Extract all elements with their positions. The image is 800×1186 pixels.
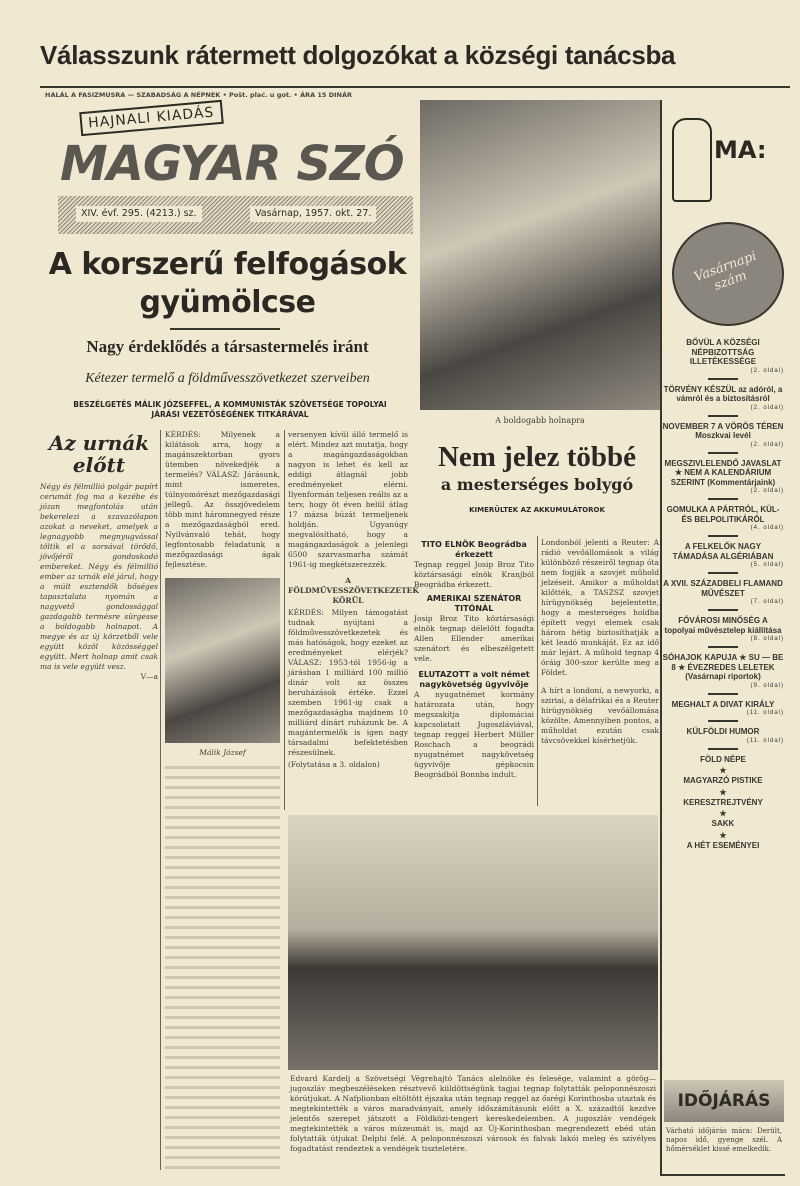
weather-title: IDŐJÁRÁS [677, 1091, 771, 1111]
section-heading: A FÖLDMŰVESSZÖVETKEZETEK KÖRÜL [288, 576, 419, 605]
divider [708, 452, 738, 454]
divider [708, 748, 738, 750]
contents-item[interactable] [662, 653, 784, 690]
item-title: A XVII. SZÁZADBELI FLAMAND MŰVÉSZET [663, 579, 783, 598]
top-photo-caption: A boldogabb holnapra [495, 416, 585, 425]
interview-col2: KÉRDÉS: Milyenek a kilátások arra, hogy a magánszektorban gyors ütemben növekedjék a termelés? VÁLASZ: Járásunk, mint ismeretes, túlnyomórészt mezőgazdasági jellegű. Az összjövedelem több mint háromnegyed része a mezőgazdaságból ered. Nyilvánvaló tehát, hogy legfontosabb feladatunk a mezőgazdasági ágak fejlesztése. [165, 430, 280, 569]
item-page: (2. oldal) [750, 404, 784, 411]
divider [660, 1174, 785, 1176]
column-left-headline: Az urnák előtt [48, 431, 150, 477]
kardelj-caption: Edvard Kardelj a Szövetségi Végrehajtó Tanács alelnöke és felesége, valamint a görög—jugoszláv megbeszéléseken résztvevő küldöttségünk tagjai tegnap folytatták peloponnészoszi körútjukat. A Nafplionban eltöltött éjszaka után tegnap reggel az ősrégi Korinthosba utaztak és megtekintették a város maradványait, amely időszámításunk előtt a X. századtól kezdve jelentős szerepet játszott a Földközi-tengeri kereskedelemben. A jugoszláv vendégek megtekintették a város múzeumát is, majd az Új-Korinthosban megrendezett ebéd után folytatták útjukat Delphi felé. A peloponnészoszi városok és falvak lakói meleg és szívélyes fogadtatást rendeztek a vendégek tiszteletére. [290, 1074, 656, 1153]
item-page: (2. oldal) [750, 441, 784, 448]
lead-subhead: Nagy érdeklődés a társastermelés iránt [86, 337, 369, 356]
top-photo [420, 100, 660, 410]
masthead-title: MAGYAR SZÓ [60, 136, 404, 192]
contents-item[interactable] [662, 338, 784, 375]
star-icon: ★ [719, 787, 727, 797]
brief-headline: AMERIKAI SZENÁTOR TITÓNÁL [426, 594, 522, 613]
column-left-sign: V—a [140, 672, 158, 681]
divider [708, 609, 738, 611]
contents-item[interactable] [662, 579, 784, 606]
column-rule [537, 536, 538, 806]
divider [708, 720, 738, 722]
divider [708, 572, 738, 574]
item-page: (5. oldal) [750, 562, 784, 568]
weather-text: Várható időjárás mára: Derült, napos idő, gyenge szél. A hőmérséklet kissé emelkedik. [666, 1127, 782, 1153]
divider [708, 415, 738, 417]
item-title: KÜLFÖLDI HUMOR [686, 727, 760, 736]
contents-item[interactable] [662, 727, 784, 745]
brief-headline: ELUTAZOTT a volt német nagykövetség ügyvivője [418, 670, 530, 689]
item-title: FŐVÁROSI MINŐSÉG A topolyai művésztelep kiállítása [664, 616, 782, 635]
issue-date: Vasárnap, 1957. okt. 27. [250, 206, 376, 222]
feature-item[interactable]: FÖLD NÉPE [700, 754, 746, 764]
ma-cartoon [668, 110, 783, 215]
weather-logo [664, 1080, 784, 1122]
issue-number: XIV. évf. 295. (4213.) sz. [76, 206, 202, 222]
special-issue-badge [672, 222, 784, 326]
contents-item[interactable] [662, 385, 784, 412]
contents-item[interactable] [662, 542, 784, 569]
column-rule [284, 430, 285, 810]
satellite-text-1: Londonból jelenti a Reuter: A rádió vevőállomások a világ különböző részeiről tegnap óta nem fogják a szovjet műhold jelzéseit. Amikor a műholdat kilőtték, a TASZSZ szovjet hírügynökség bejelentette, hogy a mesterséges holdba épített vegyi elemek csak három hétig biztosíthatják a két leadó munkáját. Ez az idő már lejárt. A műhold tegnap 4 óráig 300-szor kerülte meg a Földet. [541, 538, 659, 677]
divider [170, 328, 280, 330]
item-title: TÖRVÉNY KÉSZÜL az adóról, a vámról és a biztosításról [663, 384, 783, 403]
divider [708, 378, 738, 380]
feature-item[interactable]: SAKK [711, 819, 735, 828]
item-title: GOMULKA A PÁRTRÓL, KÜL- ÉS BELPOLITIKÁRÓL [666, 505, 780, 524]
lead-kicker: BESZÉLGETÉS MÁLIK JÓZSEFFEL, A KOMMUNISTÁK SZÖVETSÉGE TOPOLYAI JÁRÁSI VEZETŐSÉGÉNEK TITKÁRÁVAL [73, 400, 387, 419]
brief-text: A nyugatnémet kormány határozata után, hogy megszakítja diplomáciai kapcsolatait Jugoszláviával, tegnap reggel Herbert Müller Roschach a beográdi nyugatnémet nagykövetség ügyvivője gépkocsin Beográdból Bonnba indult. [414, 690, 534, 779]
column-left-text: Négy és félmillió polgár papírt cerumát fog ma a kezébe és józan megfontolás után bekerelezi a szavazólapon azokat a neveket, amelyek a legnagyobb megnyugvással töltik el a sorsával törődő, jövőjéről gondoskodó embereket. Négy és félmillió ember az urnák elé járul, hogy a múlt esztendők bőséges tapasztalata nyomán a nagyvető gondossággal gazdagabb termésre sürgesse a boldogabb holnapot. A megye és az új körzetből vele együtt közöl közösséggel együtt. Mert holnap amit csak ma is vele együtt vesz. [40, 482, 158, 671]
satellite-subhead: a mesterséges bolygó [440, 475, 634, 494]
brief-text: Josip Broz Tito köztársasági elnök tegnap délelőtt fogadta Allen Ellender amerikai szenátort és elbeszélgetett vele. [414, 614, 534, 663]
item-page: (2. oldal) [750, 367, 784, 374]
portrait-caption: Málik József [199, 748, 246, 757]
masthead [60, 102, 415, 194]
item-page: (11. oldal) [746, 737, 784, 744]
interview-col3 [288, 430, 419, 770]
divider [40, 86, 790, 88]
item-page: (4. oldal) [750, 525, 784, 531]
masthead-motto: HALÁL A FASIZMUSRA — SZABADSÁG A NÉPNEK • Pošt. plać. u got. • ÁRA 15 DINÁR [45, 91, 353, 99]
banner-headline: Válasszunk rátermett dolgozókat a községi tanácsba [40, 40, 676, 70]
edition-stamp: HAJNALI KIADÁS [79, 100, 223, 136]
item-title: A FELKELŐK NAGY TÁMADÁSA ALGÉRIÁBAN [672, 542, 774, 561]
interview-col2-column [165, 430, 280, 1170]
cartoon-figure-icon [672, 118, 712, 202]
satellite-story [414, 440, 660, 515]
briefs [414, 538, 534, 780]
sidebar-contents [662, 338, 784, 852]
item-page: (9. oldal) [750, 682, 784, 689]
feature-item[interactable]: MAGYARZÓ PISTIKE [683, 776, 763, 785]
interview-col3-text: versenyen kívül álló termelő is elért. Mindez azt mutatja, hogy a magángazdaságokban nagyon is lehet és kell az eddigi átlagnál jobb eredményeket elérni. Ilyenformán teljesen reális az a terv, hogy öt éven belül átlag 17 mázsa búzát termeljenek holdján. Ugyanúgy megvalósítható, hogy a magángazdaságok a jelenlegi 6500 szarvasmarha számát 1961-ig megkétszerezzék. [288, 430, 408, 569]
satellite-body [541, 538, 659, 746]
contents-item[interactable] [662, 700, 784, 718]
special-issue-label: Vasárnapi szám [692, 248, 759, 294]
brief-headline: TITO ELNÖK Beográdba érkezett [421, 540, 527, 559]
issue-bar [58, 196, 413, 234]
contents-item[interactable] [662, 459, 784, 496]
item-page: (2. oldal) [750, 488, 784, 494]
satellite-text-2: A hírt a londoni, a newyorki, a sziriai, a délafrikai és a Reuter hírügynökség vevőállomása közölte. Amennyiben pontos, a műholdat ezután csak távcsövekkel kísérhetjük. [541, 686, 659, 745]
brief-text: Tegnap reggel Josip Broz Tito köztársasági elnök Kranjból Beográdba érkezett. [414, 560, 534, 589]
ma-label: MA: [714, 136, 767, 164]
lead-headline: A korszerű felfogások gyümölcse [48, 247, 407, 320]
star-icon: ★ [719, 830, 727, 840]
satellite-headline: Nem jelez többé [437, 441, 637, 473]
interview-col3b-text: KÉRDÉS: Milyen támogatást tudnak nyújtani a földművesszövetkezetek és más hatóságok, hogy ezeket az eredményeket elérjék? VÁLASZ: 1953-tól 1956-ig a járásban 1 milliárd 100 millió dinár volt az összes beruházások értéke. Ezzel szemben 1961-ig csak a mezőgazdaságba majdnem 10 milliárd dinárt ruházunk be. A magántermelők is igen nagy társadalmi befektetésben részesülnek. [288, 608, 408, 757]
lead-subhead-2: Kétezer termelő a földművesszövetkezet szerveiben [85, 371, 370, 386]
divider [708, 498, 738, 500]
item-title: NOVEMBER 7 A VÖRÖS TÉREN Moszkvai levél [662, 421, 784, 440]
kardelj-photo [288, 815, 658, 1070]
divider [708, 693, 738, 695]
column-rule [160, 430, 161, 1170]
continued-note: (Folytatása a 3. oldalon) [288, 760, 380, 769]
portrait-photo [165, 578, 280, 743]
item-title: BŐVÜL A KÖZSÉGI NÉPBIZOTTSÁG ILLETÉKESSÉGE [686, 338, 760, 366]
item-title: SÓHAJOK KAPUJA ★ SU — BE 8 ★ ÉVEZREDES LELETEK (Vasárnapi riportok) [662, 653, 784, 681]
star-icon: ★ [719, 766, 727, 775]
contents-item[interactable] [662, 505, 784, 532]
feature-item[interactable]: KERESZTREJTVÉNY [683, 797, 763, 807]
contents-item[interactable] [662, 616, 784, 643]
item-title: MEGSZIVLELENDŐ JAVASLAT ★ NEM A KALENDÁRIUM SZERINT (Kommentárjaink) [664, 458, 782, 487]
contents-item[interactable] [662, 422, 784, 449]
item-page: (11. oldal) [746, 710, 784, 716]
satellite-kicker: KIMERÜLTEK AZ AKKUMULÁTOROK [469, 506, 605, 514]
divider [708, 535, 738, 537]
item-title: MEGHALT A DIVAT KIRÁLY [671, 699, 775, 709]
column-left [40, 428, 158, 682]
item-page: (7. oldal) [750, 599, 784, 605]
interview-continued-text [165, 763, 280, 1170]
feature-item[interactable]: A HÉT ESEMÉNYEI [686, 840, 760, 850]
divider [708, 646, 738, 648]
item-page: (8. oldal) [750, 636, 784, 642]
star-icon: ★ [719, 809, 727, 818]
